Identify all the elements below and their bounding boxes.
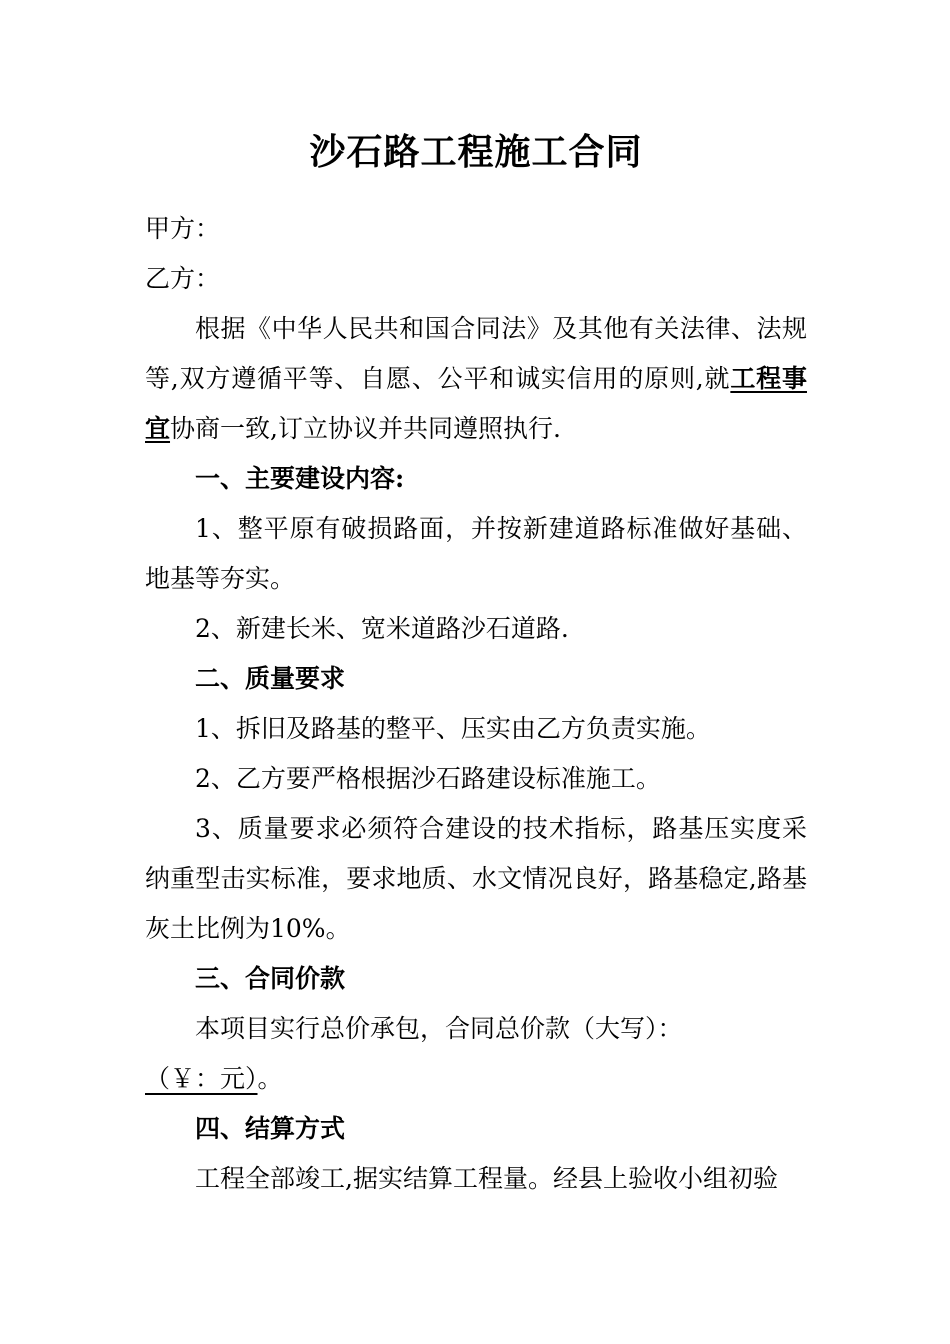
party-a-label: 甲方： (145, 214, 221, 243)
section-4-paragraph: 工程全部竣工,据实结算工程量。经县上验收小组初验 (195, 1164, 778, 1193)
intro-emphasis: 工程事宜 (145, 364, 807, 443)
section-3-amount-line (145, 1054, 807, 1104)
section-2-item-2: 2、乙方要严格根据沙石路建设标准施工。 (195, 764, 661, 793)
party-b-label: 乙方： (145, 264, 221, 293)
section-3-heading: 三、合同价款 (195, 964, 346, 993)
section-4-heading: 四、结算方式 (195, 1114, 346, 1143)
section-2-item-1: 1、拆旧及路基的整平、压实由乙方负责实施。 (195, 714, 711, 743)
section-1-item-2: 2、新建长米、宽米道路沙石道路. (195, 614, 569, 643)
intro-text-after: 协商一致,订立协议并共同遵照执行. (170, 414, 561, 443)
section-3-paragraph: 本项目实行总价承包，合同总价款（大写）： (195, 1014, 683, 1043)
intro-paragraph (145, 304, 807, 454)
section-1-item-1: 1、整平原有破损路面，并按新建道路标准做好基础、地基等夯实。 (145, 514, 807, 593)
contract-amount: （￥：元） (145, 1064, 258, 1093)
section-2-item-3: 3、质量要求必须符合建设的技术指标，路基压实度采纳重型击实标准，要求地质、水文情况良好，路基稳定,路基灰土比例为10%。 (145, 814, 807, 943)
contract-amount-end: 。 (257, 1064, 283, 1093)
section-2-heading: 二、质量要求 (195, 664, 346, 693)
intro-text-before: 根据《中华人民共和国合同法》及其他有关法律、法规等,双方遵循平等、自愿、公平和诚实信用的原则,就 (145, 314, 807, 393)
document-title: 沙石路工程施工合同 (309, 131, 643, 173)
section-1-heading: 一、主要建设内容: (195, 464, 405, 493)
